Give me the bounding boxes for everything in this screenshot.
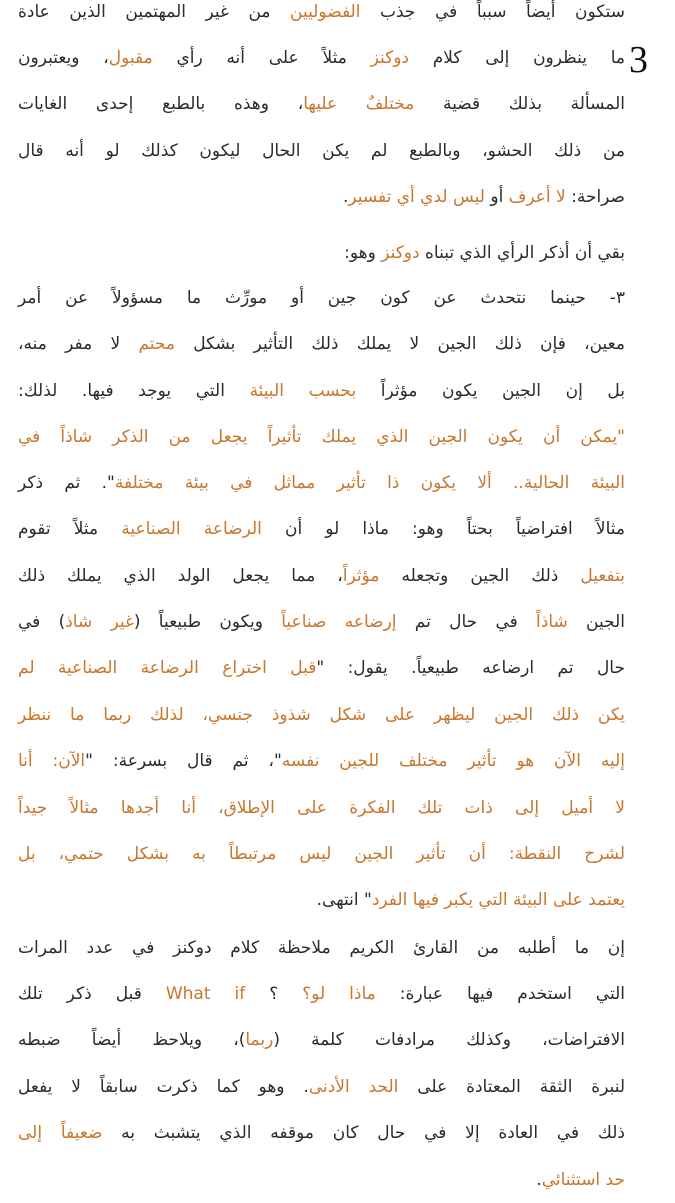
text-segment: صراحة: [565, 187, 625, 207]
text-line [18, 275, 625, 321]
highlighted-phrase: قبل اختراع الرضاعة الصناعية لم [18, 658, 317, 678]
text-line [18, 1157, 625, 1203]
text-line [18, 368, 625, 414]
text-segment: مثلاً على أنه رأي [152, 48, 371, 68]
text-segment: من ذلك الحشو، وبالطبع لم يكن الحال ليكون كذلك لو أنه قال [18, 141, 625, 161]
page-number: 3 [629, 39, 648, 81]
highlighted-phrase: ليس لدي أي تفسير [348, 187, 485, 207]
text-segment: إن ما أطلبه من القارئ الكريم ملاحظة كلام دوكنز في عدد المرات [18, 938, 625, 958]
text-line [18, 506, 625, 552]
highlighted-phrase: يمكن أن يكون الجين الذي يملك تأثيراً يجعل من الذكر شاذاً في [18, 427, 618, 447]
text-segment: لا مفر منه، [18, 334, 139, 354]
text-line [18, 553, 625, 599]
highlighted-phrase: " [617, 427, 625, 447]
text-segment: ، مما يجعل الولد الذي يملك ذلك [18, 566, 343, 586]
text-line [18, 785, 625, 831]
highlighted-phrase: دوكنز [381, 243, 420, 263]
text-line [18, 971, 625, 1017]
text-segment: مثلاً تقوم [18, 519, 122, 539]
text-segment: ، وهذه بالطبع إحدى الغايات [18, 94, 304, 114]
highlighted-phrase: مقبول [108, 48, 153, 68]
text-line [18, 877, 625, 923]
text-segment: . [342, 187, 349, 207]
text-segment: ستكون أيضاً سبباً في جذب [360, 2, 625, 22]
text-line [18, 414, 625, 460]
text-segment: بل إن الجين يكون مؤثراً [356, 381, 626, 401]
text-line [18, 321, 625, 367]
text-segment: حال تم ارضاعه طبيعياً. يقول: " [316, 658, 625, 678]
highlighted-phrase: إليه الآن هو تأثير مختلف للجين نفسه [281, 751, 625, 771]
text-segment: ما ينظرون إلى كلام [408, 48, 625, 68]
text-line [18, 925, 625, 971]
highlighted-phrase: لا أميل إلى ذات تلك الفكرة على الإطلاق، أنا أجدها مثالاً جيداً [18, 798, 625, 818]
text-segment: مثالاً افتراضياً بحتاً وهو: ماذا لو أن [261, 519, 626, 539]
text-segment: "، ثم قال بسرعة: " [85, 751, 282, 771]
highlighted-phrase: مختلفٌ عليها [303, 94, 415, 114]
text-segment: ؟ [245, 984, 303, 1004]
highlighted-phrase: لشرح النقطة: أن تأثير الجين ليس مرتبطاً به بشكل حتمي، بل [18, 844, 625, 864]
highlighted-phrase: الحد الأدنى [308, 1077, 399, 1097]
highlighted-phrase: البيئة الحالية.. ألا يكون ذا تأثير مماثل في بيئة مختلفة [114, 473, 625, 493]
text-segment: ذلك الجين وتجعله [379, 566, 581, 586]
text-segment: التي يوجد فيها. لذلك: [18, 381, 250, 401]
text-segment: قبل ذكر تلك [18, 984, 166, 1004]
highlighted-phrase: الفضوليين [290, 2, 361, 22]
text-segment: ، ويعتبرون [18, 48, 109, 68]
text-line [18, 128, 625, 174]
text-segment: الافتراضات، وكذلك مرادفات كلمة ( [273, 1030, 625, 1050]
highlighted-phrase: بحسب البيئة [249, 381, 357, 401]
text-segment: الجين [567, 612, 625, 632]
text-line [18, 460, 625, 506]
text-line [18, 230, 625, 276]
text-segment: أو [484, 187, 509, 207]
text-segment: ذلك في العادة إلا في حال كان موقفه الذي يتشبث به [102, 1123, 625, 1143]
text-line [18, 174, 625, 220]
text-segment: ٣- حينما نتحدث عن كون جين أو مورِّث ما مسؤولاً عن أمر [18, 288, 625, 308]
text-line [18, 1017, 625, 1063]
highlighted-phrase: مؤثراً [342, 566, 380, 586]
text-segment: . [536, 1170, 542, 1190]
highlighted-phrase: ماذا لو؟ [302, 984, 376, 1004]
text-segment: المسألة بذلك قضية [414, 94, 626, 114]
text-line [18, 692, 625, 738]
highlighted-phrase: يعتمد على البيئة التي يكبر فيها الفرد [371, 890, 625, 910]
text-line [18, 35, 625, 81]
text-segment: )، ويلاحظ أيضاً ضبطه [18, 1030, 246, 1050]
highlighted-phrase: شاذاً [536, 612, 568, 632]
highlighted-phrase: إرضاعه صناعياً [281, 612, 397, 632]
highlighted-phrase: ربما [245, 1030, 274, 1050]
text-line [18, 81, 625, 127]
highlighted-phrase: بتفعيل [580, 566, 625, 586]
text-segment: وهو: [344, 243, 382, 263]
text-line [18, 831, 625, 877]
text-line [18, 1110, 625, 1156]
highlighted-phrase: الآن: أنا [18, 751, 86, 771]
text-segment: ويكون طبيعياً ( [133, 612, 282, 632]
text-segment: في حال تم [396, 612, 537, 632]
text-line [18, 1064, 625, 1110]
text-line [18, 645, 625, 691]
text-segment: التي استخدم فيها عبارة: [375, 984, 626, 1004]
text-segment: ) في [18, 612, 66, 632]
highlighted-phrase: غير شاذ [65, 612, 134, 632]
highlighted-phrase: محتم [138, 334, 175, 354]
text-segment: معين، فإن ذلك الجين لا يملك ذلك التأثير بشكل [174, 334, 625, 354]
highlighted-phrase: ضعيفاً إلى [18, 1123, 103, 1143]
text-line [18, 0, 625, 35]
text-line [18, 738, 625, 784]
text-segment: لنبرة الثقة المعتادة على [398, 1077, 626, 1097]
highlighted-phrase: What if [165, 984, 246, 1004]
text-segment: " انتهى. [316, 890, 372, 910]
text-segment: من غير المهتمين الذين عادة [18, 2, 291, 22]
text-line [18, 599, 625, 645]
text-segment: ". ثم ذكر [18, 473, 115, 493]
highlighted-phrase: حد استثنائي [541, 1170, 625, 1190]
text-segment: بقي أن أذكر الرأي الذي تبناه [419, 243, 625, 263]
highlighted-phrase: دوكنز [370, 48, 409, 68]
highlighted-phrase: الرضاعة الصناعية [121, 519, 262, 539]
highlighted-phrase: لا أعرف [508, 187, 566, 207]
highlighted-phrase: يكن ذلك الجين ليظهر على شكل شذوذ جنسي، لذلك ربما ما ننظر [18, 705, 625, 725]
text-segment: . وهو كما ذكرت سابقاً لا يفعل [18, 1077, 309, 1097]
